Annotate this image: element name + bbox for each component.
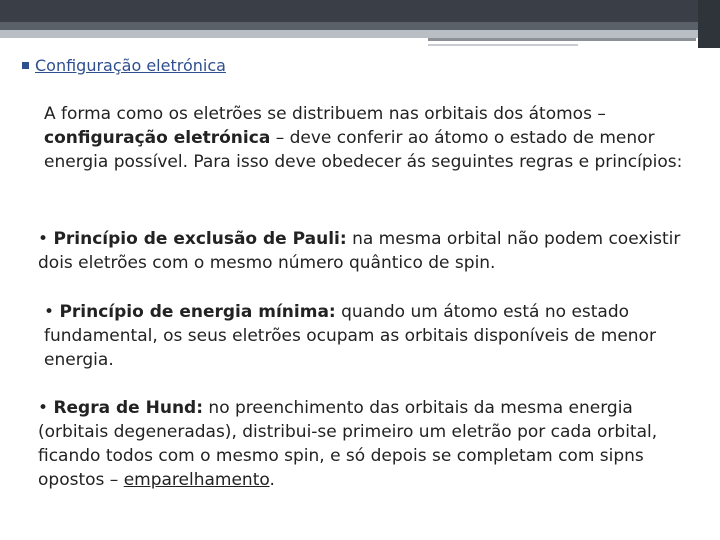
title-link[interactable]: Configuração eletrónica — [35, 56, 226, 75]
bullet-icon: • — [38, 398, 49, 418]
rule-pauli — [38, 227, 688, 275]
rule-term: Princípio de energia mínima: — [59, 302, 336, 322]
header-accent-line — [428, 38, 696, 41]
bullet-icon: • — [38, 229, 49, 249]
rule-end: . — [269, 470, 275, 490]
slide-title — [22, 55, 226, 77]
rule-text: na mesma orbital não podem coexistir dois eletrões com o mesmo número quântico de spin. — [38, 229, 681, 273]
rule-term: Princípio de exclusão de Pauli: — [53, 229, 347, 249]
header-rule-light — [0, 30, 698, 38]
top-right-block — [698, 0, 720, 48]
intro-bold-term: configuração eletrónica — [44, 128, 271, 148]
rule-term: Regra de Hund: — [53, 398, 204, 418]
intro-part-2: – deve conferir ao átomo o estado de menor energia possível. Para isso deve obedecer ás seguintes regras e princípios: — [44, 128, 683, 172]
rule-minimum-energy — [44, 300, 694, 372]
header-accent-line-2 — [428, 44, 578, 46]
top-bar — [0, 0, 720, 22]
bullet-icon: • — [44, 302, 55, 322]
rule-hund — [38, 396, 688, 492]
header-rule-dark — [0, 22, 698, 30]
rule-text: no preenchimento das orbitais da mesma energia (orbitais degeneradas), distribui-se primeiro um eletrão por cada orbital, ficando todos com o mesmo spin, e só depois se completam com sipns opostos – — [38, 398, 658, 490]
intro-paragraph — [44, 102, 684, 174]
underlined-term: emparelhamento — [123, 470, 270, 490]
intro-part-1: A forma como os eletrões se distribuem nas orbitais dos átomos – — [44, 104, 606, 124]
square-bullet-icon — [22, 62, 29, 69]
rule-text: quando um átomo está no estado fundamental, os seus eletrões ocupam as orbitais disponíveis de menor energia. — [44, 302, 656, 370]
